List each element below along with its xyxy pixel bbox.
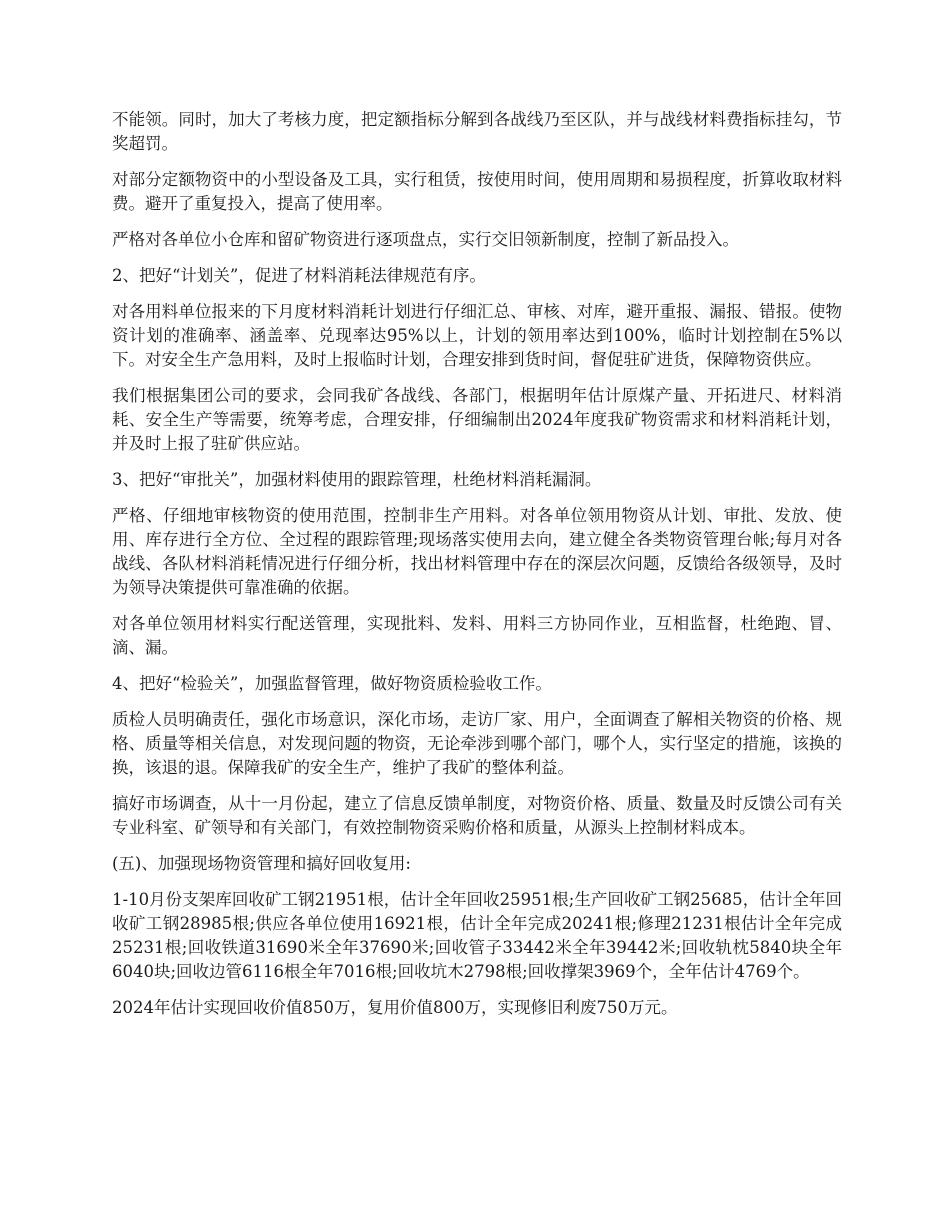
paragraph: 严格对各单位小仓库和留矿物资进行逐项盘点，实行交旧领新制度，控制了新品投入。: [112, 230, 739, 249]
paragraph: 对各用料单位报来的下月度材料消耗计划进行仔细汇总、审核、对库，避开重报、漏报、错报。使物资计划的准确率、涵盖率、兑现率达95%以上，计划的领用率达到100%，临时计划控制在5%以下。对安全生产急用料，及时上报临时计划，合理安排到货时间，督促驻矿进货，保障物资供应。: [112, 302, 842, 369]
section-heading: 3、把好“审批关”，加强材料使用的跟踪管理，杜绝材料消耗漏洞。: [112, 470, 602, 489]
section-heading: 2、把好“计划关”，促进了材料消耗法律规范有序。: [112, 266, 486, 285]
paragraph: 1-10月份支架库回收矿工钢21951根，估计全年回收25951根;生产回收矿工钢25685，估计全年回收矿工钢28985根;供应各单位使用16921根，估计全年完成20241根;修理21231根估计全年完成25231根;回收铁道31690米全年37690米;回收管子33442米全年39442米;回收轨枕5840块全年6040块;回收边管6116根全年7016根;回收坑木2798根;回收撑架3969个，全年估计4769个。: [112, 890, 842, 981]
paragraph: 对各单位领用材料实行配送管理，实现批料、发料、用料三方协同作业，互相监督，杜绝跑、冒、滴、漏。: [112, 614, 842, 657]
paragraph: 严格、仔细地审核物资的使用范围，控制非生产用料。对各单位领用物资从计划、审批、发放、使用、库存进行全方位、全过程的跟踪管理;现场落实使用去向，建立健全各类物资管理台帐;每月对各战线、各队材料消耗情况进行仔细分析，找出材料管理中存在的深层次问题，反馈给各级领导，及时为领导决策提供可靠准确的依据。: [112, 506, 842, 597]
paragraph: 对部分定额物资中的小型设备及工具，实行租赁，按使用时间，使用周期和易损程度，折算收取材料费。避开了重复投入，提高了使用率。: [112, 170, 842, 213]
paragraph: 质检人员明确责任，强化市场意识，深化市场，走访厂家、用户，全面调查了解相关物资的价格、规格、质量等相关信息，对发现问题的物资，无论牵涉到哪个部门，哪个人，实行坚定的措施，该换的换，该退的退。保障我矿的安全生产，维护了我矿的整体利益。: [112, 710, 842, 777]
paragraph: 搞好市场调查，从十一月份起，建立了信息反馈单制度，对物资价格、质量、数量及时反馈公司有关专业科室、矿领导和有关部门，有效控制物资采购价格和质量，从源头上控制材料成本。: [112, 794, 842, 837]
paragraph: 我们根据集团公司的要求，会同我矿各战线、各部门，根据明年估计原煤产量、开拓进尺、材料消耗、安全生产等需要，统筹考虑，合理安排，仔细编制出2024年度我矿物资需求和材料消耗计划，并及时上报了驻矿供应站。: [112, 386, 842, 453]
paragraph: 不能领。同时，加大了考核力度，把定额指标分解到各战线乃至区队，并与战线材料费指标挂勾，节奖超罚。: [112, 110, 842, 153]
section-heading: 4、把好“检验关”，加强监督管理，做好物资质检验收工作。: [112, 674, 552, 693]
paragraph: 2024年估计实现回收价值850万，复用价值800万，实现修旧利废750万元。: [112, 998, 678, 1017]
section-heading: (五)、加强现场物资管理和搞好回收复用:: [112, 854, 411, 873]
document-body: [112, 108, 842, 1032]
